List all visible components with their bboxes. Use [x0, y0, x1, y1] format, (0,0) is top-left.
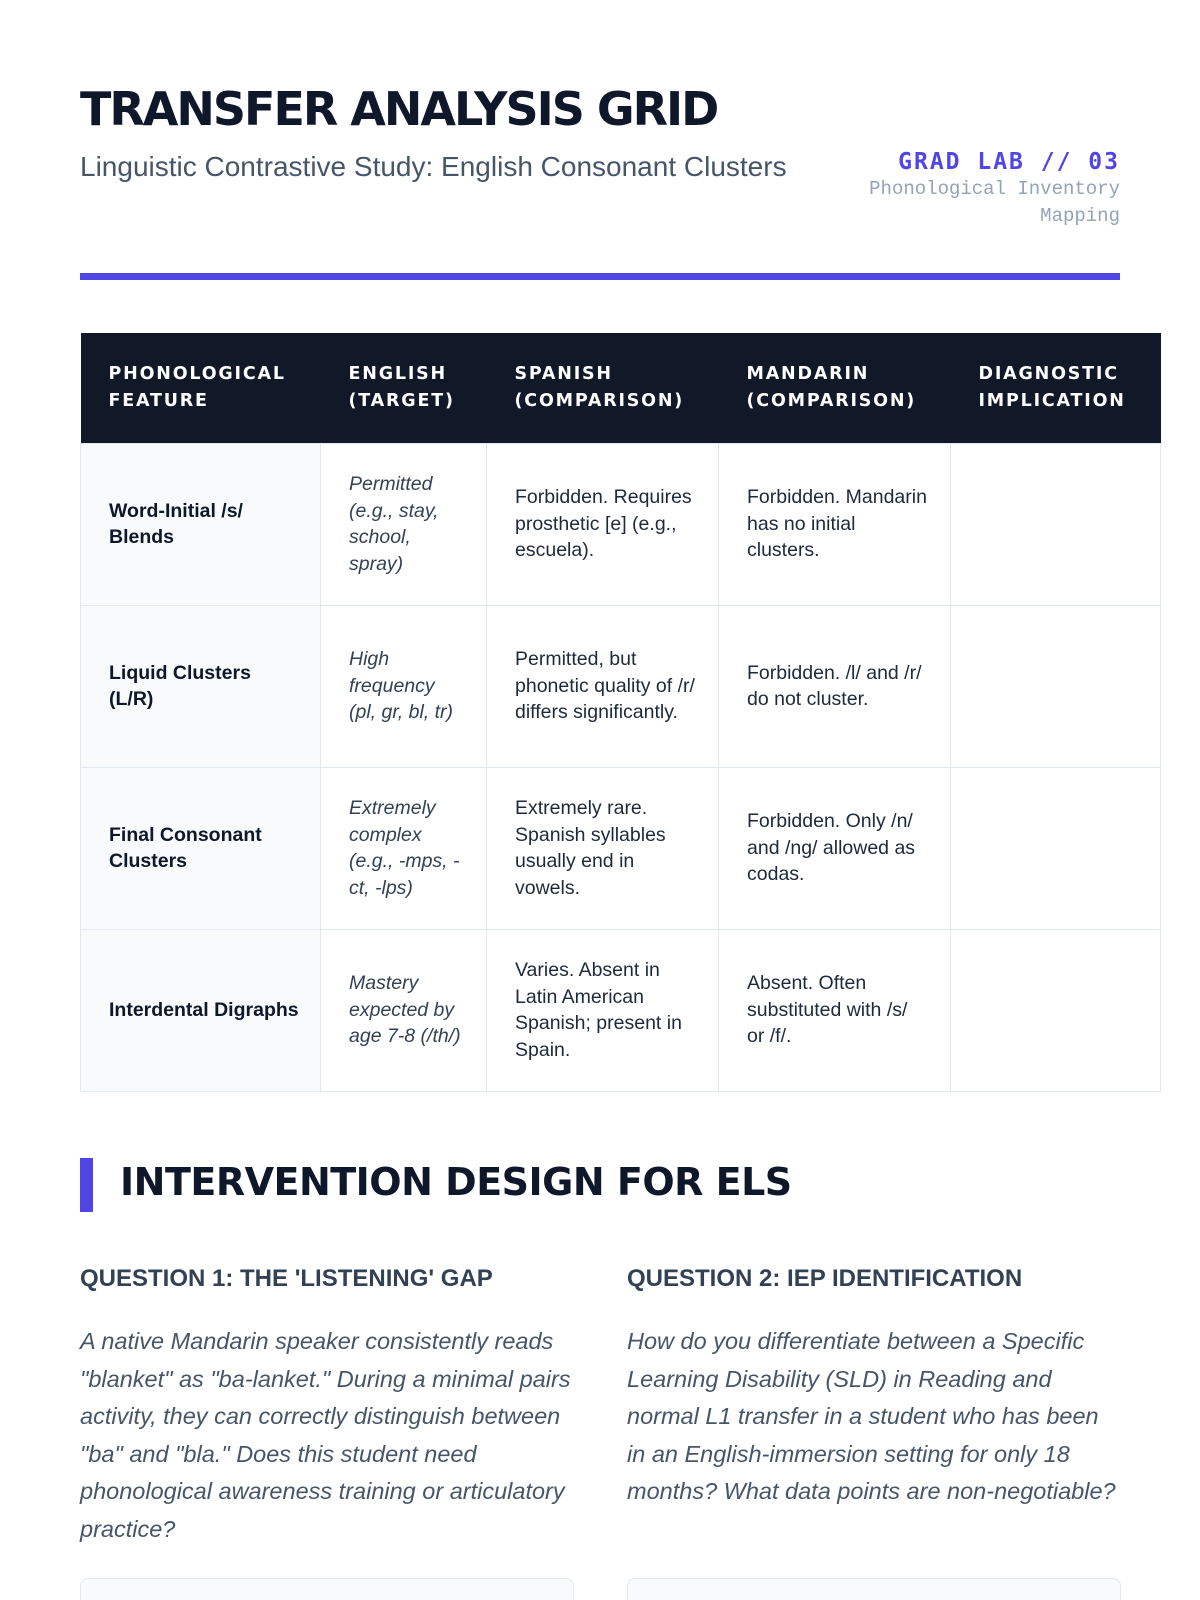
- document-header: [80, 78, 1120, 283]
- question-2: [627, 1265, 1121, 1511]
- spanish-cell: Varies. Absent in Latin American Spanish; present in Spain.: [487, 929, 719, 1091]
- page-title: TRANSFER ANALYSIS GRID: [80, 82, 718, 136]
- page: [80, 0, 1126, 1600]
- column-header-english: ENGLISH (TARGET): [321, 333, 487, 443]
- spanish-cell: Extremely rare. Spanish syllables usually end in vowels.: [487, 767, 719, 929]
- column-header-spanish: SPANISH (COMPARISON): [487, 333, 719, 443]
- mandarin-cell: Forbidden. Mandarin has no initial clusters.: [719, 443, 951, 605]
- english-cell: High frequency (pl, gr, bl, tr): [321, 605, 487, 767]
- table-header-row: [81, 333, 1161, 443]
- question-1-body: A native Mandarin speaker consistently reads "blanket" as "ba-lanket." During a minimal pairs activity, they can correctly distinguish between "ba" and "bla." Does this student need phonological awareness training or articulatory practice?: [80, 1328, 571, 1542]
- section-title: INTERVENTION DESIGN FOR ELS: [120, 1160, 792, 1204]
- section-accent-bar: [80, 1158, 93, 1212]
- transfer-analysis-table: [80, 333, 1161, 1092]
- mandarin-cell: Forbidden. Only /n/ and /ng/ allowed as codas.: [719, 767, 951, 929]
- feature-cell: Liquid Clusters (L/R): [81, 605, 321, 767]
- implication-cell[interactable]: [951, 605, 1161, 767]
- lab-tag: GRAD LAB // 03: [898, 149, 1120, 175]
- implication-cell[interactable]: [951, 767, 1161, 929]
- column-header-feature: PHONOLOGICAL FEATURE: [81, 333, 321, 443]
- feature-cell: Word-Initial /s/ Blends: [81, 443, 321, 605]
- feature-cell: Final Consonant Clusters: [81, 767, 321, 929]
- english-cell: Mastery expected by age 7-8 (/th/): [321, 929, 487, 1091]
- column-header-mandarin: MANDARIN (COMPARISON): [719, 333, 951, 443]
- column-header-implication: DIAGNOSTIC IMPLICATION: [951, 333, 1161, 443]
- table-row: [81, 443, 1161, 605]
- table-row: [81, 767, 1161, 929]
- header-divider: [80, 273, 1120, 280]
- mandarin-cell: Forbidden. /l/ and /r/ do not cluster.: [719, 605, 951, 767]
- lab-description-line-2: Mapping: [1040, 205, 1120, 227]
- english-cell: Permitted (e.g., stay, school, spray): [321, 443, 487, 605]
- question-2-answer-field[interactable]: [627, 1578, 1121, 1600]
- question-1-answer-field[interactable]: [80, 1578, 574, 1600]
- table-row: [81, 605, 1161, 767]
- lab-label: [869, 148, 1120, 230]
- mandarin-cell: Absent. Often substituted with /s/ or /f/.: [719, 929, 951, 1091]
- table-row: [81, 929, 1161, 1091]
- english-cell: Extremely complex (e.g., -mps, -ct, -lps): [321, 767, 487, 929]
- lab-description-line-1: Phonological Inventory: [869, 178, 1120, 200]
- feature-cell: Interdental Digraphs: [81, 929, 321, 1091]
- question-1: [80, 1265, 574, 1549]
- page-subtitle: Linguistic Contrastive Study: English Consonant Clusters: [80, 151, 787, 182]
- question-2-title: QUESTION 2: IEP IDENTIFICATION: [627, 1265, 1023, 1292]
- question-2-body: How do you differentiate between a Specific Learning Disability (SLD) in Reading and normal L1 transfer in a student who has been in an English-immersion setting for only 18 months? What data points are non-negotiable?: [627, 1328, 1116, 1505]
- implication-cell[interactable]: [951, 929, 1161, 1091]
- question-1-title: QUESTION 1: THE 'LISTENING' GAP: [80, 1265, 493, 1292]
- implication-cell[interactable]: [951, 443, 1161, 605]
- spanish-cell: Permitted, but phonetic quality of /r/ differs significantly.: [487, 605, 719, 767]
- spanish-cell: Forbidden. Requires prosthetic [e] (e.g., escuela).: [487, 443, 719, 605]
